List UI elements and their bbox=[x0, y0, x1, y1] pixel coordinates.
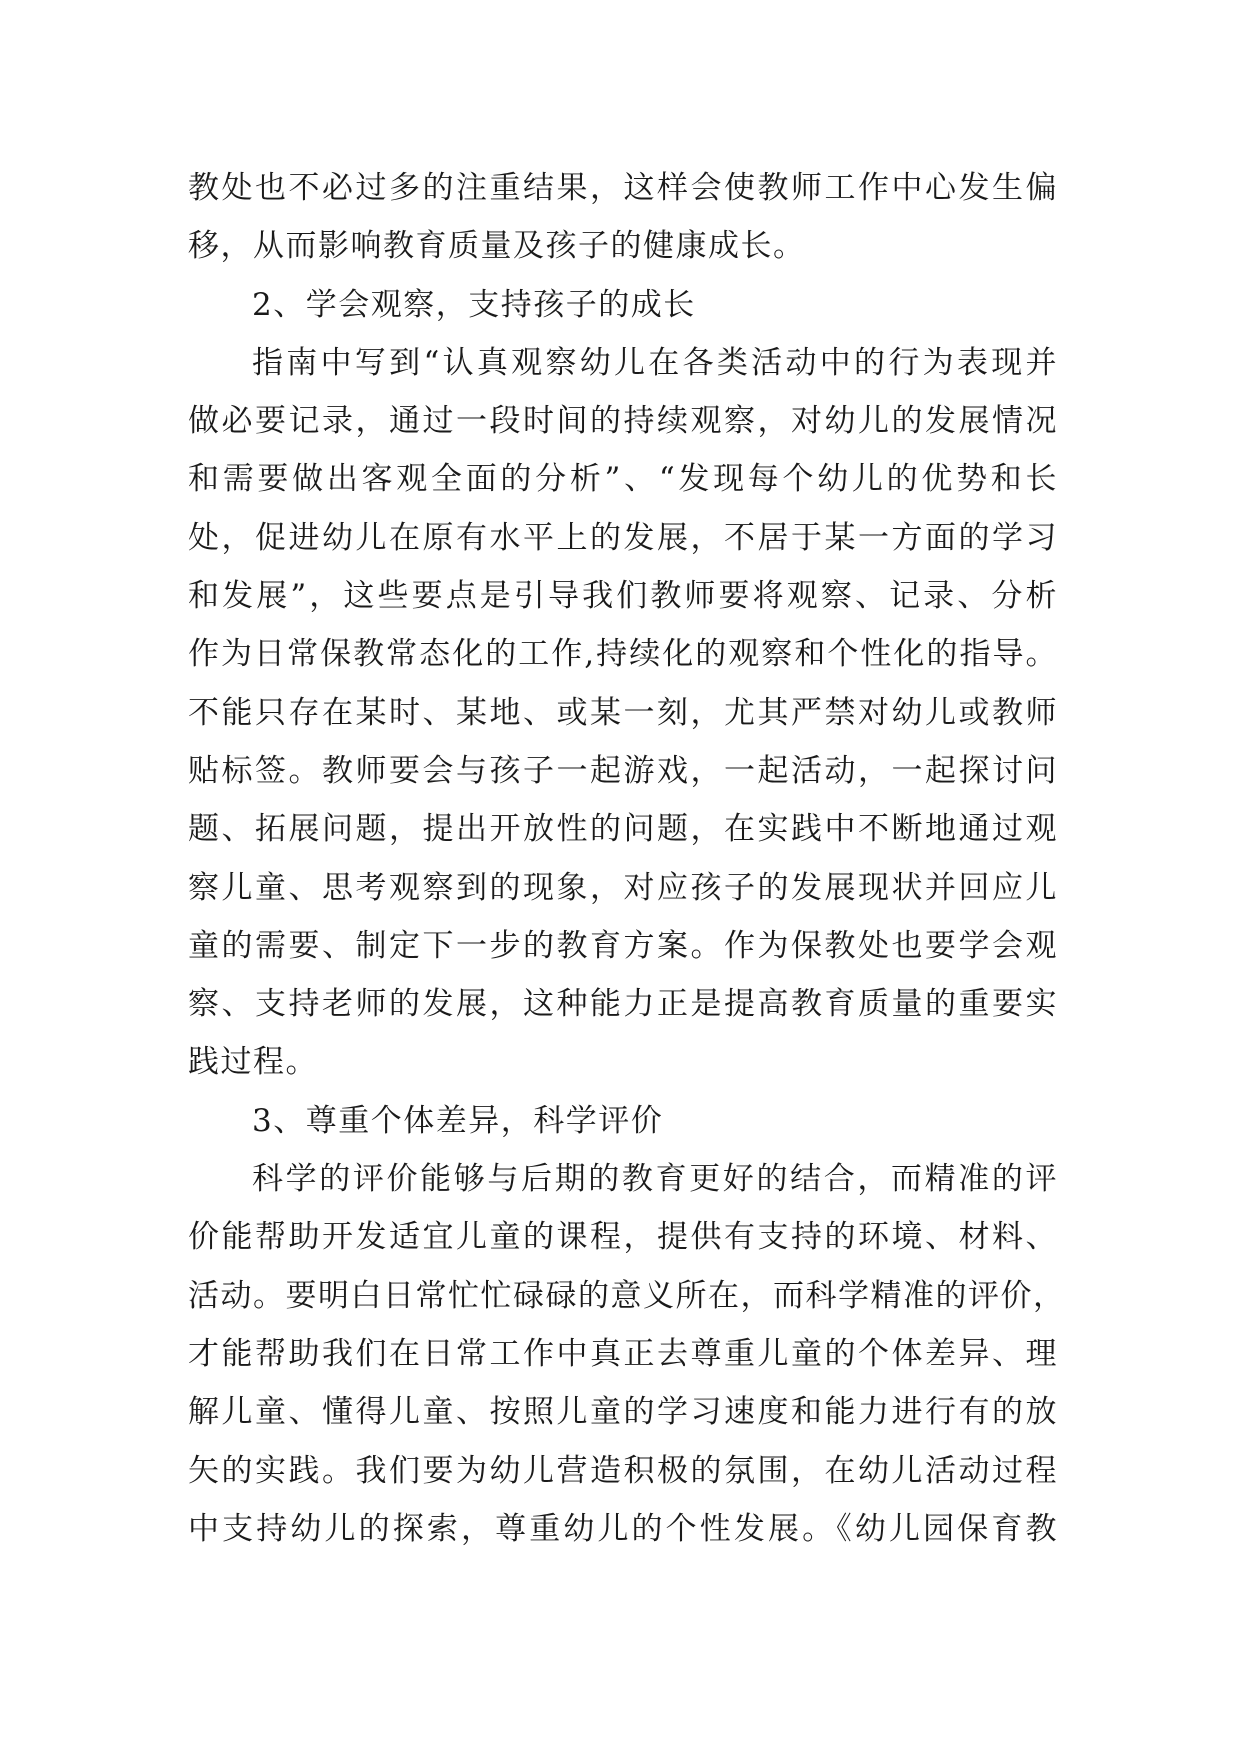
text-line: 教处也不必过多的注重结果，这样会使教师工作中心发生偏 bbox=[188, 170, 1058, 206]
text-line: 践过程。 bbox=[188, 1044, 318, 1081]
text-line: 童的需要、制定下一步的教育方案。作为保教处也要学会观 bbox=[188, 927, 1058, 964]
text-line: 活动。要明白日常忙忙碌碌的意义所在，而科学精准的评价， bbox=[188, 1277, 1066, 1314]
text-line: 矢的实践。我们要为幼儿营造积极的氛围，在幼儿活动过程 bbox=[188, 1452, 1058, 1489]
text-line: 处，促进幼儿在原有水平上的发展，不居于某一方面的学习 bbox=[188, 519, 1058, 556]
text-line: 作为日常保教常态化的工作,持续化的观察和个性化的指导。 bbox=[188, 636, 1058, 673]
text-line: 贴标签。教师要会与孩子一起游戏，一起活动，一起探讨问 bbox=[188, 752, 1058, 789]
text-line: 做必要记录，通过一段时间的持续观察，对幼儿的发展情况 bbox=[188, 403, 1058, 440]
text-line: 和需要做出客观全面的分析”、“发现每个幼儿的优势和长 bbox=[188, 461, 1058, 498]
text-line: 科学的评价能够与后期的教育更好的结合，而精准的评 bbox=[252, 1161, 1058, 1198]
text-line: 解儿童、懂得儿童、按照儿童的学习速度和能力进行有的放 bbox=[188, 1394, 1058, 1431]
text-line: 指南中写到“认真观察幼儿在各类活动中的行为表现并 bbox=[252, 344, 1058, 381]
text-line: 察、支持老师的发展，这种能力正是提高教育质量的重要实 bbox=[188, 986, 1058, 1023]
text-line: 题、拓展问题，提出开放性的问题，在实践中不断地通过观 bbox=[188, 811, 1058, 848]
text-line: 才能帮助我们在日常工作中真正去尊重儿童的个体差异、理 bbox=[188, 1335, 1058, 1372]
text-line: 移，从而影响教育质量及孩子的健康成长。 bbox=[188, 228, 806, 265]
body-text bbox=[188, 159, 1066, 1558]
section-heading: 3、尊重个体差异，科学评价 bbox=[252, 1102, 664, 1139]
section-heading: 2、学会观察，支持孩子的成长 bbox=[252, 286, 696, 323]
text-line: 中支持幼儿的探索，尊重幼儿的个性发展。《幼儿园保育教 bbox=[188, 1510, 1058, 1547]
text-line: 价能帮助开发适宜儿童的课程，提供有支持的环境、材料、 bbox=[188, 1219, 1058, 1256]
text-line: 和发展”，这些要点是引导我们教师要将观察、记录、分析 bbox=[188, 578, 1058, 615]
text-line: 察儿童、思考观察到的现象，对应孩子的发展现状并回应儿 bbox=[188, 869, 1058, 906]
text-line: 不能只存在某时、某地、或某一刻，尤其严禁对幼儿或教师 bbox=[188, 694, 1058, 731]
